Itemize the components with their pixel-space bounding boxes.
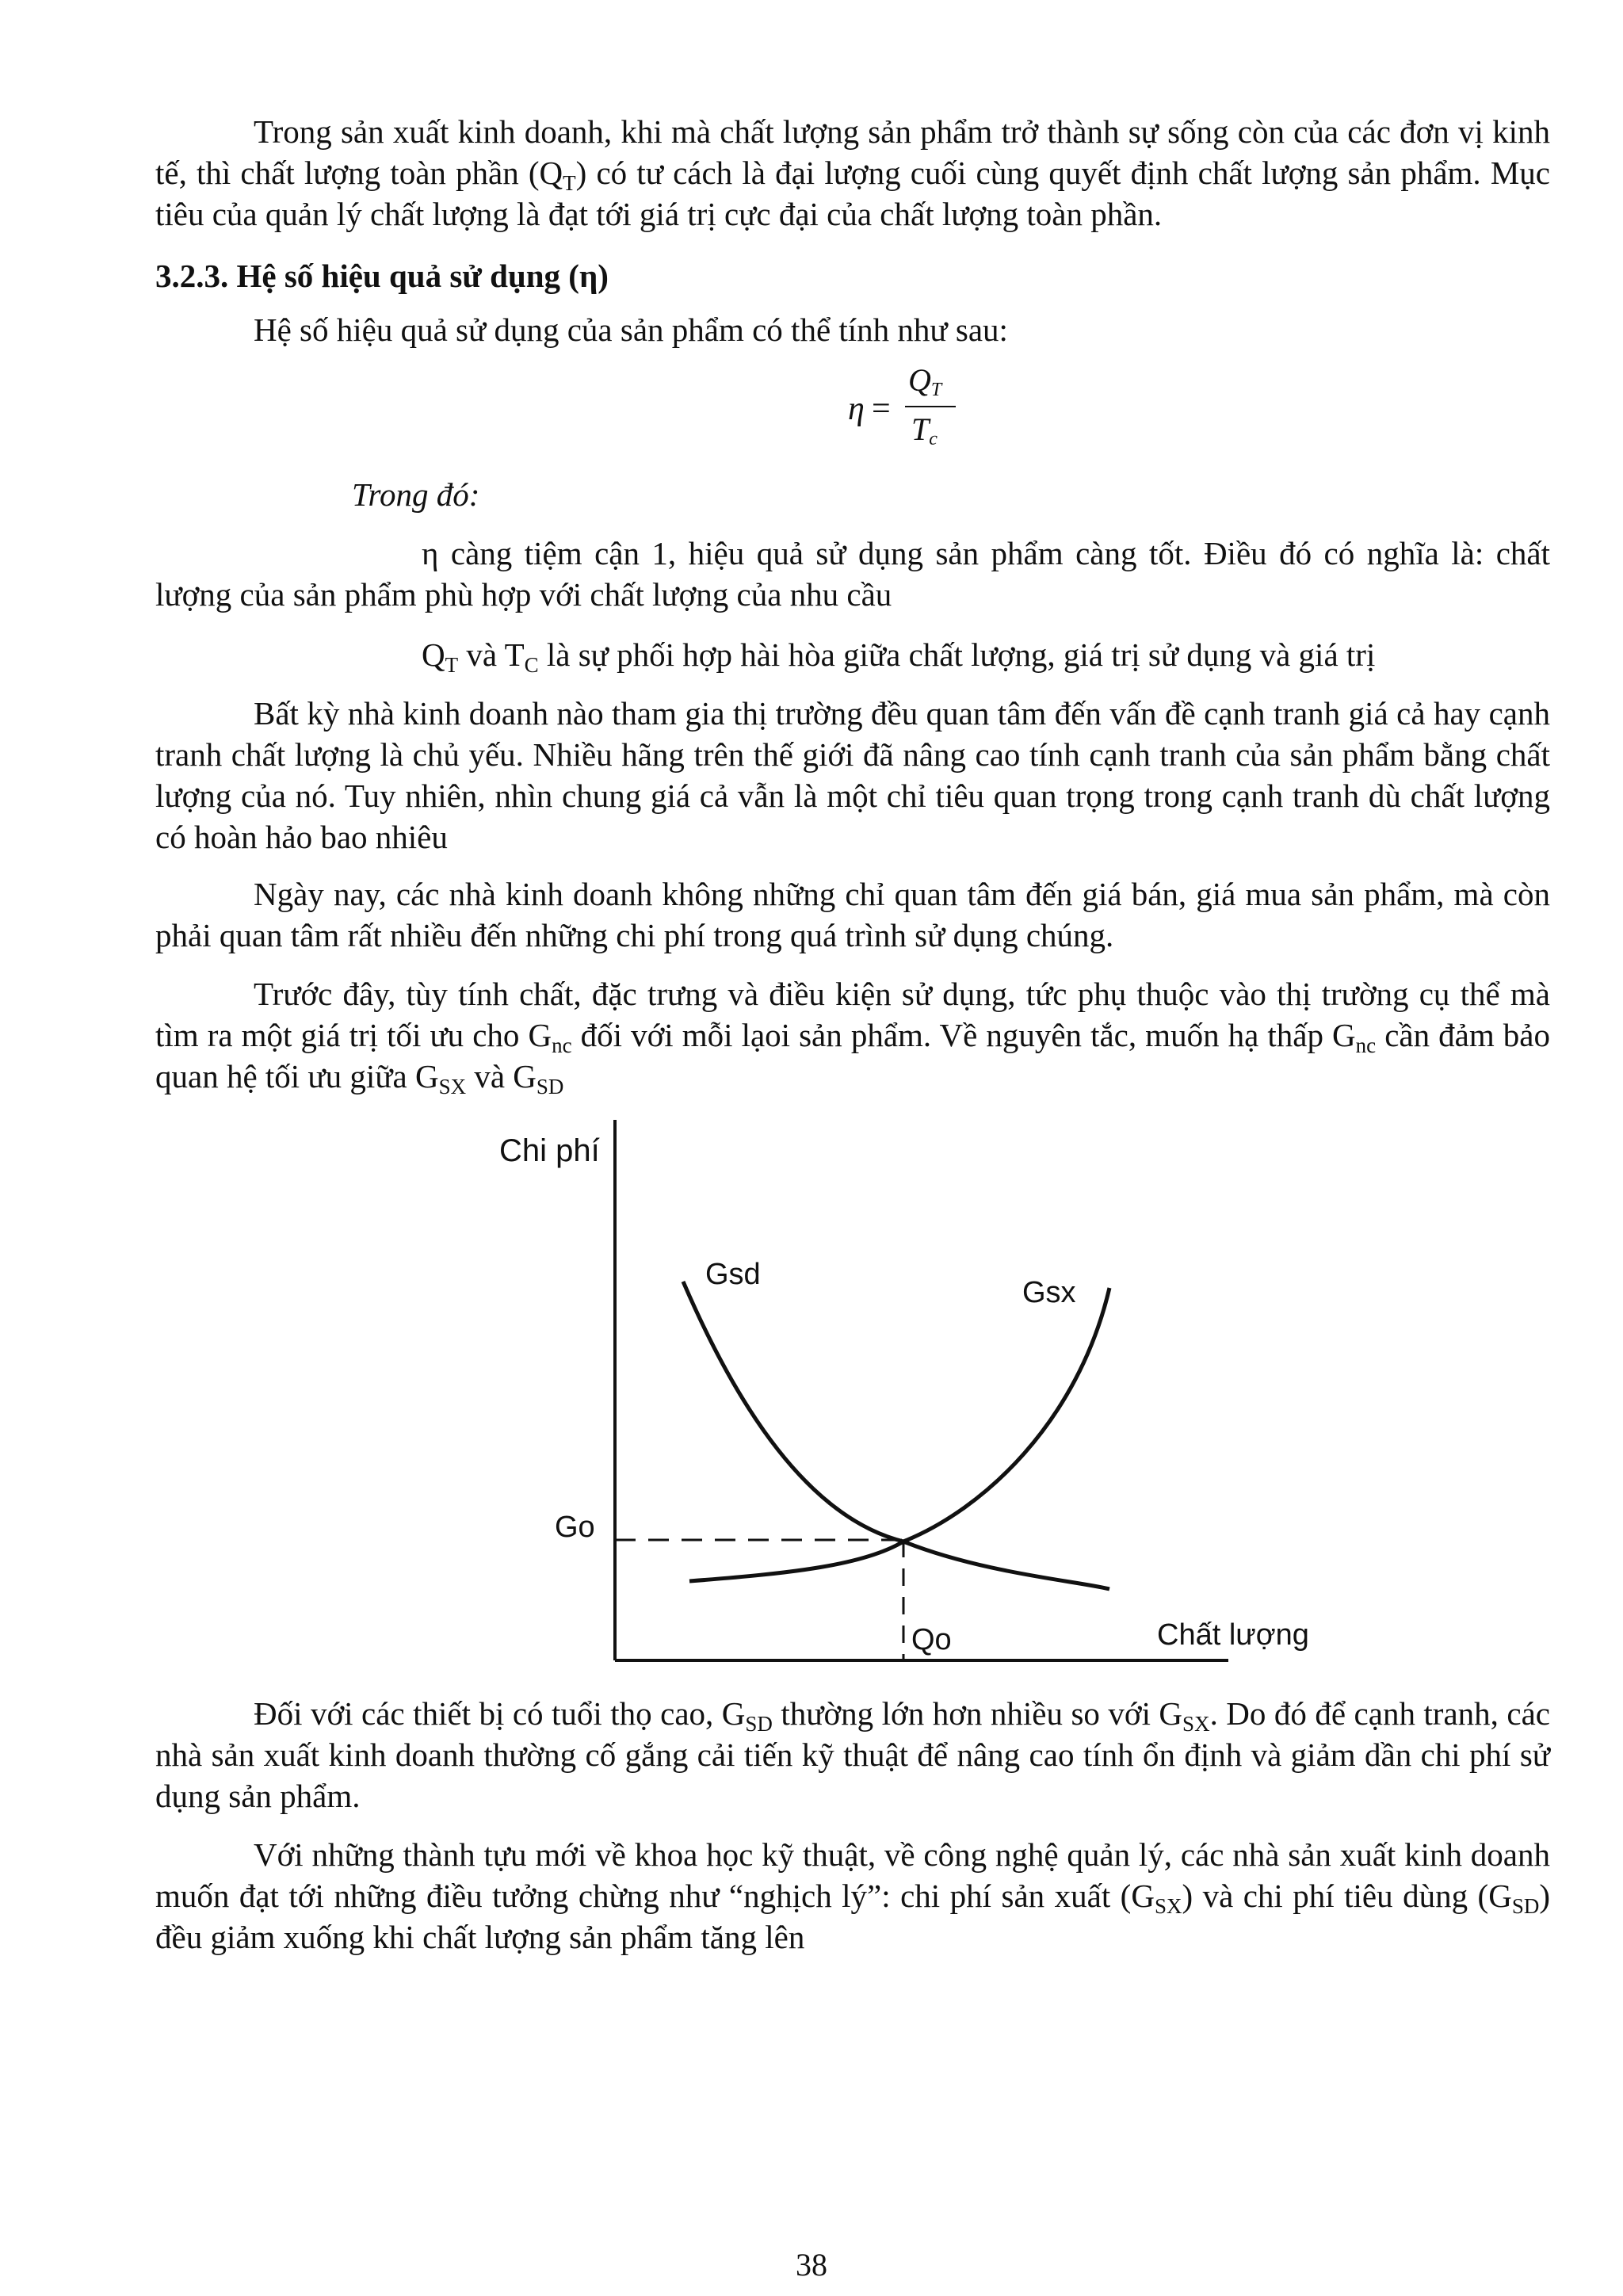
gsd-label: Gsd: [705, 1258, 761, 1291]
page-number: 38: [796, 2247, 827, 2283]
formula-eta: η: [848, 391, 865, 427]
formula-equals: =: [872, 391, 891, 427]
paragraph-eta-meaning: η càng tiệm cận 1, hiệu quả sử dụng sản phẩm càng tốt. Điều đó có nghĩa là: chất lượng của sản phẩm phù hợp với chất lượng của nhu cầu: [155, 535, 1550, 613]
paragraph-usage-costs: Ngày nay, các nhà kinh doanh không những chỉ quan tâm đến giá bán, giá mua sản phẩm, mà còn phải quan tâm rất nhiều đến những chi phí trong quá trình sử dụng chúng.: [155, 876, 1550, 953]
paragraph-efficiency-intro: Hệ số hiệu quả sử dụng của sản phẩm có thể tính như sau:: [254, 311, 1008, 348]
y-axis-label: Chi phí: [499, 1133, 600, 1168]
qo-label: Qo: [911, 1623, 952, 1656]
where-label: Trong đó:: [352, 476, 480, 513]
go-label: Go: [555, 1511, 595, 1544]
gsd-curve: [683, 1282, 1109, 1589]
paragraph-long-life-equipment: Đối với các thiết bị có tuổi thọ cao, $G_{SD}$ thường lớn hơn nhiều so với $G_{SX}$. Do đó để cạnh tranh, các nhà sản xuất kinh doanh thường cố gắng cải tiến kỹ thuật để nâng cao tính ổn định và giảm dần chi phí sử dụng sản phẩm.: [155, 1695, 1550, 1814]
formula-denominator: $T_c$: [911, 411, 938, 449]
cost-quality-diagram: [475, 1106, 1316, 1676]
gsx-label: Gsx: [1022, 1276, 1076, 1309]
section-heading: 3.2.3. Hệ số hiệu quả sử dụng (η): [155, 258, 609, 294]
formula-numerator: $Q_T$: [908, 362, 942, 400]
formula-fraction-bar: [905, 406, 956, 407]
efficiency-formula: [848, 362, 975, 460]
paragraph-qt-tc: $Q_T$ và $T_C$ là sự phối hợp hài hòa giữa chất lượng, giá trị sử dụng và giá trị: [422, 636, 1376, 677]
paragraph-paradox: Với những thành tựu mới về khoa học kỹ thuật, về công nghệ quản lý, các nhà sản xuất kinh doanh muốn đạt tới những điều tưởng chừng như “nghịch lý”: chi phí sản xuất $(G_{SX})$ và chi phí tiêu dùng $(G_{SD})$ đều giảm xuống khi chất lượng sản phẩm tăng lên: [155, 1836, 1550, 1955]
paragraph-competition: Bất kỳ nhà kinh doanh nào tham gia thị trường đều quan tâm đến vấn đề cạnh tranh giá cả hay cạnh tranh chất lượng là chủ yếu. Nhiều hãng trên thế giới đã nâng cao tính cạnh tranh của sản phẩm bằng chất lượng của nó. Tuy nhiên, nhìn chung giá cả vẫn là một chỉ tiêu quan trọng trong cạnh tranh dù chất lượng có hoàn hảo bao nhiêu: [155, 695, 1550, 855]
paragraph-optimal-gnc: Trước đây, tùy tính chất, đặc trưng và điều kiện sử dụng, tức phụ thuộc vào thị trường cụ thể mà tìm ra một giá trị tối ưu cho $G_{nc}$ đối với mỗi lạoi sản phẩm. Về nguyên tắc, muốn hạ thấp $G_{nc}$ cần đảm bảo quan hệ tối ưu giữa $G_{SX}$ và $G_{SD}$: [155, 976, 1550, 1098]
gsx-curve: [689, 1288, 1109, 1581]
paragraph-total-quality: Trong sản xuất kinh doanh, khi mà chất lượng sản phẩm trở thành sự sống còn của các đơn vị kinh tế, thì chất lượng toàn phần $(Q_T)$ có tư cách là đại lượng cuối cùng quyết định chất lượng sản phẩm. Mục tiêu của quản lý chất lượng là đạt tới giá trị cực đại của chất lượng toàn phần.: [155, 113, 1550, 232]
x-axis-label: Chất lượng: [1157, 1618, 1309, 1652]
